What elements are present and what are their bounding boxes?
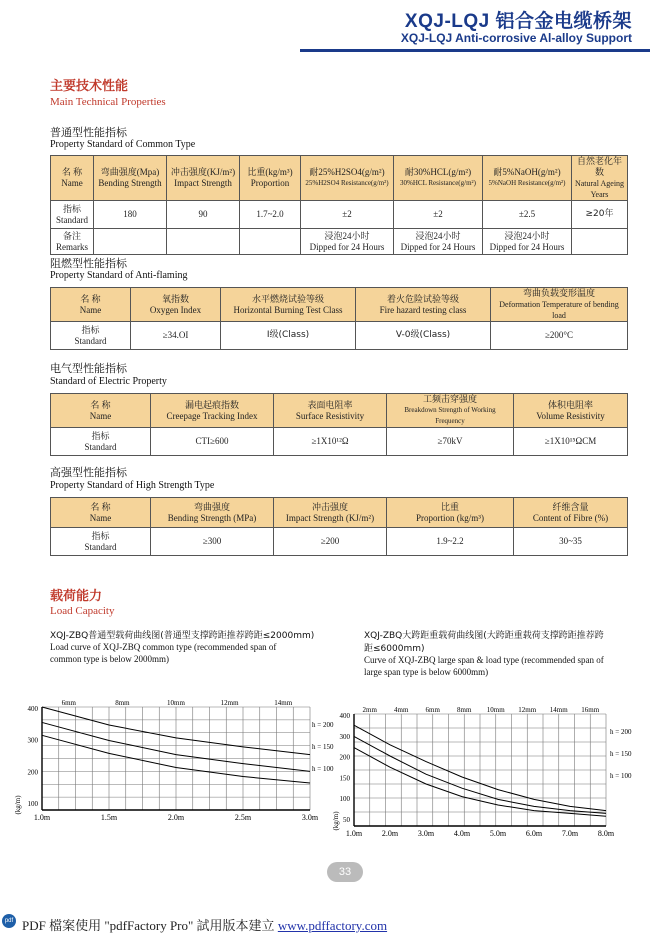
header-cell: 名 称 [90,399,111,410]
header-cell-en: Horizontal Burning Test Class [233,304,343,315]
y-tick-label: 100 [27,800,38,808]
common-title-zh: 普通型性能指标 [50,126,127,139]
top-tick-label: 6mm [425,706,440,714]
header-cell: 冲击强度 [311,501,348,512]
table-cell: ≥20年 [572,201,628,229]
series-label: h = 200 [312,721,334,729]
row-label: 备注 [62,230,81,241]
row-label-en: Remarks [56,241,88,252]
y-tick-label: 300 [27,736,38,745]
y-tick-label: 400 [27,705,38,713]
electric-title-zh: 电气型性能指标 [50,362,127,375]
high-title-zh: 高强型性能指标 [50,466,127,479]
series-label: h = 100 [610,772,632,780]
table-header-row [51,156,628,201]
table-cell: ≥200°C [491,322,628,350]
header-cell: 纤维含量 [552,501,589,512]
table-cell: 1.7~2.0 [240,201,301,229]
table-cell: 1.9~2.2 [387,528,514,556]
header-cell: 名 称 [61,167,83,177]
load-title-zh: 载荷能力 [50,589,103,604]
chart-note-left [50,628,335,665]
table-cell: ≥34.OI [131,322,221,350]
chart-note-en: common type is below 2000mm) [50,654,169,664]
remark-cell: 浸泡24小时 [504,230,550,241]
remark-cell-en: Dipped for 24 Hours [489,241,565,252]
table-cell: V-0级(Class) [356,322,491,350]
header-rule [300,49,650,52]
high-title-en: Property Standard of High Strength Type [50,480,215,491]
top-tick-label: 8mm [457,706,472,714]
section-title-en: Main Technical Properties [50,96,166,108]
section-title-zh: 主要技术性能 [50,79,129,94]
top-tick-label: 4mm [394,706,409,714]
top-tick-label: 10mm [167,699,185,707]
load-chart-large-span [328,700,650,840]
header-cell-en: Content of Fibre (%) [532,512,609,523]
header-cell-en: Fire hazard testing class [379,304,467,315]
table-cell: I级(Class) [221,322,356,350]
x-tick-label: 5.0m [489,829,507,838]
y-tick-label: 100 [339,795,350,804]
y-axis-label: (kg/m) [14,795,22,815]
table-cell: ≥300 [151,528,274,556]
x-tick-label: 4.0m [453,829,471,838]
header-cell-en: Proportion [250,178,290,188]
header-cell: 着火危险试验等级 [386,293,459,304]
common-title-en: Property Standard of Common Type [50,139,196,150]
header-cell: 体积电阻率 [547,399,593,410]
row-label-en: Standard [84,541,117,552]
y-tick-label: 300 [339,732,350,741]
flaming-title-zh: 阻燃型性能指标 [50,257,127,270]
y-axis-label: (kg/m) [332,811,340,831]
table-cell: 30~35 [514,528,628,556]
table-header-row [51,288,628,322]
pdf-icon: pdf [2,914,16,928]
top-tick-label: 16mm [581,706,600,714]
table-header-row [51,498,628,528]
x-tick-label: 1.0m [345,829,363,838]
header-cell: 冲击强度(KJ/m²) [170,167,236,177]
header-cell: 表面电阻率 [307,399,353,410]
top-tick-label: 2mm [362,706,377,714]
chart-note-zh: XQJ-ZBQ普通型载荷曲线图(普通型支撑跨距推荐跨距≤2000mm) [50,631,315,641]
table-cell: 90 [167,201,240,229]
header-cell-en: Proportion (kg/m³) [416,512,484,523]
header-cell-en: 5%NaOH Resistance(g/m²) [488,179,566,187]
header-cell: 弯曲强度 [193,501,230,512]
electric-title-en: Standard of Electric Property [50,376,167,387]
table-cell: ≥200 [274,528,387,556]
header-cell-en: Impact Strength (KJ/m²) [285,512,375,523]
header-cell: 比重(kg/m³) [247,167,293,177]
page-number: 33 [327,862,363,882]
x-tick-label: 3.0m [301,813,319,822]
top-tick-label: 14mm [274,699,293,707]
header-cell-en: Breakdown Strength of Working Frequency [404,406,496,425]
chart-note-right [364,628,634,678]
remark-cell-en: Dipped for 24 Hours [400,241,476,252]
y-tick-label: 200 [27,768,38,777]
chart-note-en: Curve of XQJ-ZBQ large span & load type (recommended span of [364,655,604,665]
series-label: h = 100 [312,765,334,773]
header-title: XQJ-LQJ 铝合金电缆桥架 [404,11,632,32]
x-tick-label: 6.0m [525,829,543,838]
electric-table [50,393,628,456]
chart-note-zh: 距≤6000mm) [364,644,425,654]
chart-note-zh: XQJ-ZBQ大跨距重载荷曲线图(大跨距重载荷支撑跨距推荐跨 [364,631,604,641]
header-cell: 耐30%HCL(g/m²) [404,167,472,177]
header-cell-en: Impact Strength [174,178,232,188]
remark-cell-en: Dipped for 24 Hours [309,241,385,252]
header-cell: 耐25%H2SO4(g/m²) [309,167,385,177]
header-cell-en: Bending Strength (MPa) [167,512,257,523]
common-table [50,155,628,255]
table-row [51,322,628,350]
table-row [51,528,628,556]
x-tick-label: 1.0m [33,813,51,822]
header-cell-en: Oxygen Index [149,304,202,315]
header-cell-en: Name [89,512,112,523]
header-cell-en: Surface Resistivity [295,410,365,421]
chart-note-en: Load curve of XQJ-ZBQ common type (recommended span of [50,642,277,652]
header-cell-en: Bending Strength [98,178,162,188]
flaming-table [50,287,628,350]
table-cell: ±2 [301,201,394,229]
remark-cell: 浸泡24小时 [415,230,461,241]
series-label: h = 150 [610,750,632,758]
header-cell-en: Name [89,410,112,421]
y-tick-label: 200 [339,753,350,762]
header-cell-en: Name [61,178,83,188]
y-tick-label: 400 [339,712,350,720]
table-cell: ±2.5 [483,201,572,229]
x-tick-label: 1.5m [100,813,118,822]
table-header-row [51,394,628,428]
header-cell-en: Volume Resistivity [536,410,605,421]
row-label: 指标 [81,324,100,335]
header-subtitle: XQJ-LQJ Anti-corrosive Al-alloy Support [400,31,632,45]
row-label-en: Standard [56,214,88,225]
top-tick-label: 6mm [61,699,76,707]
header-cell: 漏电起痕指数 [184,399,239,410]
header-cell: 名 称 [80,293,101,304]
header-cell: 水平燃烧试验等级 [251,293,324,304]
x-tick-label: 7.0m [561,829,579,838]
header-cell-en: 30%HCL Resistance(g/m²) [400,179,476,187]
footer [22,915,387,934]
row-label: 指标 [91,430,110,441]
header-cell: 自然老化年数 [576,156,622,177]
load-title-en: Load Capacity [50,605,115,617]
x-tick-label: 2.5m [234,813,252,822]
table-row [51,229,628,255]
header-cell: 比重 [440,501,459,512]
table-cell: 180 [94,201,167,229]
header-cell-en: 25%H2SO4 Resistance(g/m²) [305,179,389,187]
top-tick-label: 12mm [220,699,239,707]
load-chart-common [10,690,340,825]
header-cell: 名 称 [90,501,111,512]
header-cell-en: Deformation Temperature of bending load [499,300,619,320]
table-cell: ±2 [394,201,483,229]
top-tick-label: 12mm [518,706,537,714]
footer-link[interactable]: www.pdffactory.com [277,918,388,933]
header-cell: 弯曲负载变形温度 [522,288,595,298]
header-cell-en: Name [79,304,102,315]
table-cell: CTI≥600 [151,428,274,456]
x-tick-label: 8.0m [597,829,615,838]
header-cell-en: Natural Ageing Years [574,179,625,199]
remark-cell: 浸泡24小时 [324,230,370,241]
row-label: 指标 [91,530,110,541]
table-row [51,201,628,229]
series-label: h = 200 [610,728,632,736]
series-label: h = 150 [312,743,334,751]
row-label-en: Standard [74,335,107,346]
top-tick-label: 8mm [115,699,130,707]
footer-text: PDF 檔案使用 "pdfFactory Pro" 試用版本建立 [22,918,278,933]
table-row [51,428,628,456]
x-tick-label: 2.0m [381,829,399,838]
table-cell: ≥70kV [387,428,514,456]
header-cell: 弯曲强度(Mpa) [100,167,160,177]
high-table [50,497,628,556]
chart-note-en: large span type is below 6000mm) [364,667,489,677]
header-cell: 工频击穿强度 [422,394,477,404]
row-label: 指标 [62,203,81,214]
header-cell: 氧指数 [161,293,189,304]
top-tick-label: 14mm [549,706,568,714]
y-tick-label: 50 [343,816,350,824]
flaming-title-en: Property Standard of Anti-flaming [50,270,188,281]
x-tick-label: 3.0m [417,829,435,838]
header-cell-en: Creepage Tracking Index [166,410,258,421]
y-tick-label: 150 [339,774,350,783]
row-label-en: Standard [84,441,117,452]
header-cell: 耐5%NaOH(g/m²) [493,167,561,177]
x-tick-label: 2.0m [167,813,185,822]
table-cell: ≥1X10¹²Ω [274,428,387,456]
top-tick-label: 10mm [486,706,505,714]
table-cell: ≥1X10¹⁵ΩCM [514,428,628,456]
